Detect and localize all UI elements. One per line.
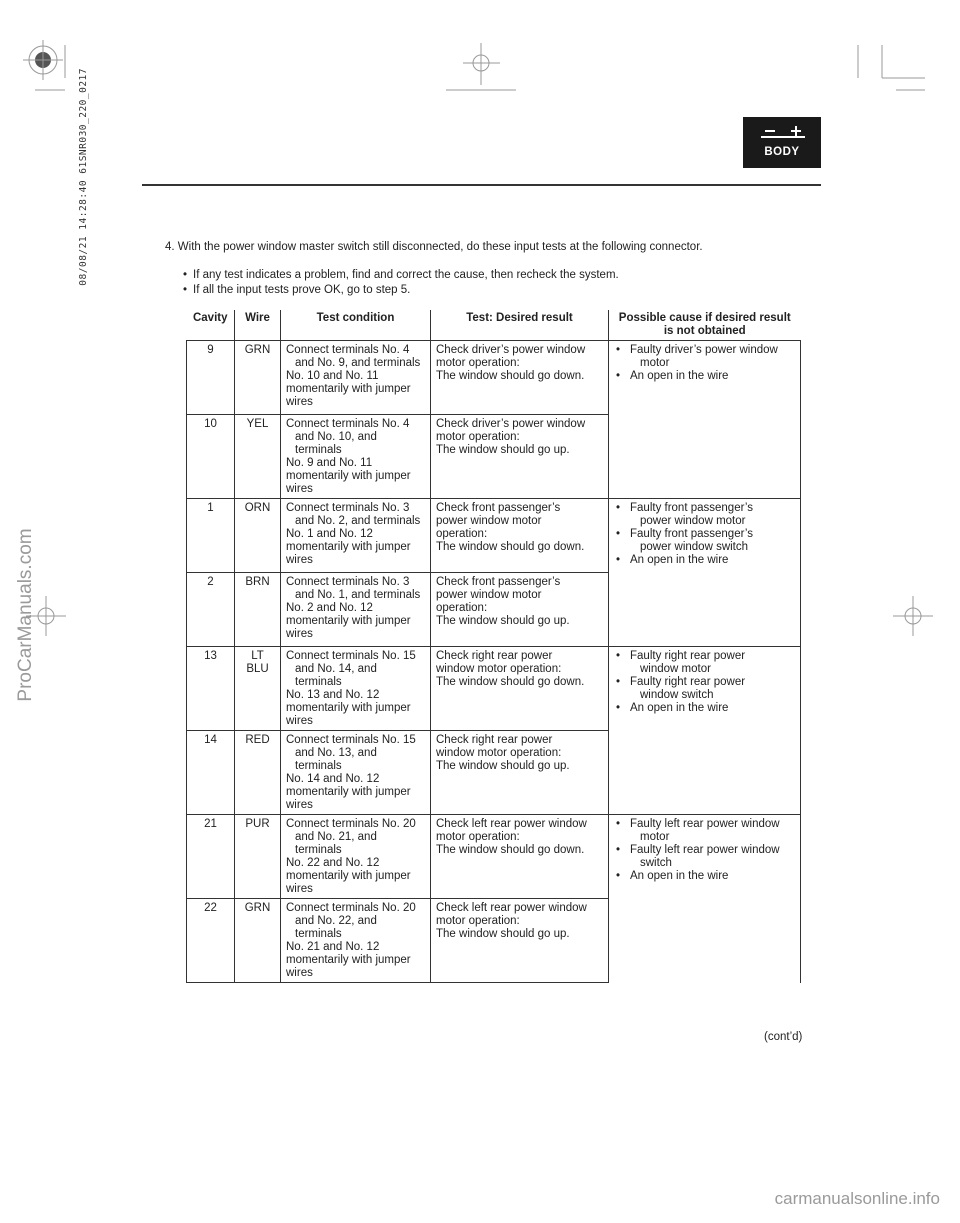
- result-line: power window motor: [436, 589, 542, 601]
- result-line: Check driver’s power window: [436, 418, 586, 430]
- bottom-watermark: carmanualsonline.info: [774, 1189, 940, 1208]
- cause-item: [614, 554, 795, 567]
- condition-line: No. 22 and No. 12: [286, 857, 380, 869]
- result-line: The window should go down.: [436, 370, 585, 382]
- cause-line: • Faulty left rear power window: [630, 844, 780, 856]
- cause-item: [614, 344, 795, 370]
- condition-line: and No. 2, and terminals: [295, 515, 421, 527]
- condition-line: No. 14 and No. 12: [286, 773, 380, 785]
- result-line: Check front passenger’s: [436, 502, 561, 514]
- cause-item: [614, 370, 795, 383]
- condition-line: No. 10 and No. 11: [286, 370, 379, 382]
- cause-item: [614, 870, 795, 883]
- possible-cause-cell: [609, 499, 801, 647]
- test-condition-cell: [281, 341, 431, 415]
- condition-line: momentarily with jumper: [286, 541, 411, 553]
- desired-result-cell: [431, 573, 609, 647]
- wire-cell: ORN: [235, 499, 281, 573]
- wire-cell: LT BLU: [235, 647, 281, 731]
- cause-line: • An open in the wire: [630, 370, 729, 382]
- result-line: Check right rear power: [436, 650, 553, 662]
- result-line: Check left rear power window: [436, 818, 587, 830]
- cavity-cell: 1: [187, 499, 235, 573]
- condition-line: Connect terminals No. 4: [286, 418, 410, 430]
- result-line: motor operation:: [436, 357, 520, 369]
- header-desired-result: Test: Desired result: [431, 310, 609, 341]
- wire-cell: YEL: [235, 415, 281, 499]
- condition-line: wires: [286, 883, 313, 895]
- cause-list: [614, 650, 795, 715]
- condition-line: Connect terminals No. 4: [286, 344, 410, 356]
- result-line: Check right rear power: [436, 734, 553, 746]
- cause-line: • An open in the wire: [630, 702, 729, 714]
- result-line: motor operation:: [436, 915, 520, 927]
- side-watermark: [12, 520, 40, 710]
- test-condition-cell: [281, 815, 431, 899]
- cause-list: [614, 344, 795, 383]
- step-4-instruction: 4. With the power window master switch still disconnected, do these input tests at the following connector.: [165, 241, 703, 253]
- cause-item: [614, 676, 795, 702]
- condition-line: momentarily with jumper: [286, 470, 411, 482]
- desired-result-cell: [431, 731, 609, 815]
- condition-line: wires: [286, 396, 313, 408]
- result-line: The window should go up.: [436, 928, 570, 940]
- cause-line: motor: [640, 357, 670, 369]
- cause-line: window motor: [640, 663, 711, 675]
- condition-line: and No. 9, and terminals: [295, 357, 421, 369]
- desired-result-cell: [431, 499, 609, 573]
- cause-line: • An open in the wire: [630, 554, 729, 566]
- cause-item: [614, 528, 795, 554]
- cavity-cell: 10: [187, 415, 235, 499]
- result-line: window motor operation:: [436, 747, 562, 759]
- condition-line: wires: [286, 554, 313, 566]
- desired-result-cell: [431, 647, 609, 731]
- result-line: The window should go up.: [436, 615, 570, 627]
- result-line: power window motor: [436, 515, 542, 527]
- test-condition-cell: [281, 573, 431, 647]
- condition-line: and No. 10, and terminals: [295, 431, 377, 456]
- cause-line: power window switch: [640, 541, 749, 553]
- cavity-cell: 14: [187, 731, 235, 815]
- test-condition-cell: [281, 731, 431, 815]
- result-line: The window should go up.: [436, 444, 570, 456]
- note-item: • If all the input tests prove OK, go to step 5.: [183, 283, 619, 298]
- condition-line: No. 13 and No. 12: [286, 689, 380, 701]
- condition-line: and No. 13, and terminals: [295, 747, 377, 772]
- continued-label: (cont’d): [764, 1031, 803, 1043]
- input-test-table: [186, 310, 801, 983]
- condition-line: No. 1 and No. 12: [286, 528, 373, 540]
- result-line: The window should go up.: [436, 760, 570, 772]
- test-condition-cell: [281, 899, 431, 983]
- result-line: motor operation:: [436, 831, 520, 843]
- condition-line: No. 9 and No. 11: [286, 457, 373, 469]
- header-test-condition: Test condition: [281, 310, 431, 341]
- table-row: [187, 815, 801, 899]
- cause-item: [614, 650, 795, 676]
- condition-line: Connect terminals No. 15: [286, 734, 416, 746]
- condition-line: and No. 1, and terminals: [295, 589, 421, 601]
- print-timestamp: 08/08/21 14:28:40 61SNR030_220_0217: [78, 68, 89, 286]
- cause-line: • An open in the wire: [630, 870, 729, 882]
- note-item: • If any test indicates a problem, find and correct the cause, then recheck the system.: [183, 268, 619, 283]
- header-wire: Wire: [235, 310, 281, 341]
- condition-line: wires: [286, 799, 313, 811]
- condition-line: wires: [286, 967, 313, 979]
- cavity-cell: 22: [187, 899, 235, 983]
- cause-line: power window motor: [640, 515, 746, 527]
- table-row: [187, 647, 801, 731]
- side-watermark-text: ProCarManuals.com: [15, 528, 36, 702]
- condition-line: wires: [286, 628, 313, 640]
- table-row: [187, 341, 801, 415]
- condition-line: momentarily with jumper: [286, 383, 411, 395]
- cause-line: • Faulty right rear power: [630, 650, 746, 662]
- result-line: Check left rear power window: [436, 902, 587, 914]
- cause-item: [614, 818, 795, 844]
- cause-line: switch: [640, 857, 672, 869]
- result-line: Check front passenger’s: [436, 576, 561, 588]
- table-body: [187, 341, 801, 983]
- condition-line: momentarily with jumper: [286, 615, 411, 627]
- test-condition-cell: [281, 647, 431, 731]
- wire-cell: RED: [235, 731, 281, 815]
- result-line: operation:: [436, 602, 488, 614]
- wire-cell: GRN: [235, 899, 281, 983]
- condition-line: No. 2 and No. 12: [286, 602, 373, 614]
- table-header-row: [187, 310, 801, 341]
- cause-item: [614, 502, 795, 528]
- header-divider: [142, 184, 821, 186]
- cause-item: [614, 844, 795, 870]
- condition-line: and No. 22, and terminals: [295, 915, 377, 940]
- condition-line: wires: [286, 483, 313, 495]
- section-badge: [743, 117, 821, 168]
- possible-cause-cell: [609, 647, 801, 815]
- step-notes: [183, 268, 619, 298]
- desired-result-cell: [431, 415, 609, 499]
- condition-line: Connect terminals No. 3: [286, 502, 410, 514]
- possible-cause-cell: [609, 341, 801, 499]
- test-condition-cell: [281, 415, 431, 499]
- cause-line: window switch: [640, 689, 714, 701]
- test-condition-cell: [281, 499, 431, 573]
- condition-line: momentarily with jumper: [286, 870, 411, 882]
- section-badge-label: BODY: [764, 146, 800, 158]
- condition-line: and No. 21, and terminals: [295, 831, 377, 856]
- wire-cell: BRN: [235, 573, 281, 647]
- result-line: window motor operation:: [436, 663, 562, 675]
- condition-line: wires: [286, 715, 313, 727]
- cause-line: • Faulty right rear power: [630, 676, 746, 688]
- condition-line: Connect terminals No. 3: [286, 576, 410, 588]
- cause-line: • Faulty front passenger’s: [630, 502, 753, 514]
- condition-line: momentarily with jumper: [286, 702, 411, 714]
- result-line: Check driver’s power window: [436, 344, 586, 356]
- result-line: The window should go down.: [436, 541, 585, 553]
- cause-line: • Faulty driver’s power window: [630, 344, 778, 356]
- table-row: [187, 499, 801, 573]
- desired-result-cell: [431, 899, 609, 983]
- cause-line: • Faulty left rear power window: [630, 818, 780, 830]
- condition-line: No. 21 and No. 12: [286, 941, 380, 953]
- battery-icon: [743, 117, 821, 168]
- cavity-cell: 21: [187, 815, 235, 899]
- result-line: operation:: [436, 528, 488, 540]
- wire-cell: PUR: [235, 815, 281, 899]
- cause-line: • Faulty front passenger’s: [630, 528, 753, 540]
- cavity-cell: 13: [187, 647, 235, 731]
- condition-line: Connect terminals No. 15: [286, 650, 416, 662]
- result-line: motor operation:: [436, 431, 520, 443]
- result-line: The window should go down.: [436, 676, 585, 688]
- cause-list: [614, 502, 795, 567]
- header-possible-cause: Possible cause if desired result is not obtained: [618, 312, 791, 337]
- cavity-cell: 2: [187, 573, 235, 647]
- cause-line: motor: [640, 831, 670, 843]
- cavity-cell: 9: [187, 341, 235, 415]
- condition-line: momentarily with jumper: [286, 954, 411, 966]
- desired-result-cell: [431, 341, 609, 415]
- wire-cell: GRN: [235, 341, 281, 415]
- condition-line: Connect terminals No. 20: [286, 902, 416, 914]
- cause-item: [614, 702, 795, 715]
- condition-line: momentarily with jumper: [286, 786, 411, 798]
- desired-result-cell: [431, 815, 609, 899]
- result-line: The window should go down.: [436, 844, 585, 856]
- possible-cause-cell: [609, 815, 801, 983]
- cause-list: [614, 818, 795, 883]
- condition-line: and No. 14, and terminals: [295, 663, 377, 688]
- condition-line: Connect terminals No. 20: [286, 818, 416, 830]
- header-cavity: Cavity: [187, 310, 235, 341]
